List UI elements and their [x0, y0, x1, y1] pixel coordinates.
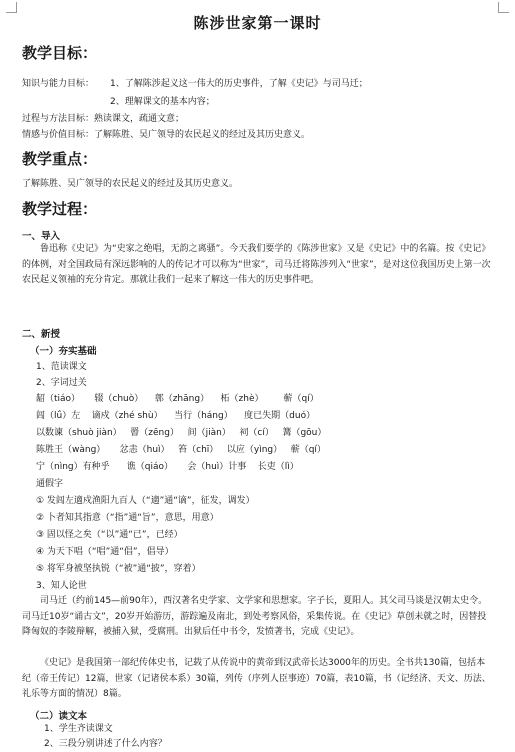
document-title: 陈涉世家第一课时	[193, 14, 322, 32]
vocab-item: 度已失期（duó）	[244, 411, 316, 421]
read-item: 1、学生齐读课文	[44, 724, 113, 734]
vocab-row-2	[36, 410, 315, 422]
goal-process: 过程与方法目标：熟读课文，疏通文意；	[22, 114, 185, 124]
item-know-author: 3、知人论世	[36, 581, 87, 591]
sima-qian-paragraph: 司马迁（约前145—前90年），西汉著名史学家、文学家和思想家。字子长，夏阳人。其父司马谈是汉朝太史令。司马迁10岁“诵古文”，20岁开始游历，游踪遍及南北，到处考察风俗，采集传说。在《史记》草创未就之时，因替投降匈奴的李陵辩解，被捕入狱，受腐刑。出狱后任中书令，发愤著书，完成《史记》。	[22, 596, 488, 637]
goal-knowledge-1: 1、了解陈涉起义这一伟大的历史事件，了解《史记》与司马迁；	[110, 79, 368, 89]
vocab-item: 闾（lǘ）左	[36, 411, 81, 421]
tongjia-item: ① 发闾左適戍渔阳九百人（“適”通“谪”，征发，调发）	[36, 496, 255, 506]
vocab-item: 以数谏（shuò jiàn）	[36, 428, 122, 438]
vocab-item: 间（jiàn）	[187, 428, 231, 438]
goal-emotion: 情感与价值目标：了解陈胜、吴广领导的农民起义的经过及其历史意义。	[22, 130, 311, 140]
vocab-item: 柘（zhè）	[220, 394, 264, 404]
vocab-row-5	[36, 461, 299, 473]
vocab-item: 笞（chī）	[178, 445, 219, 455]
vocab-item: 蕲（qí）	[283, 394, 319, 404]
vocab-row-3	[36, 427, 326, 439]
shiji-paragraph: 《史记》是我国第一部纪传体史书，记载了从传说中的黄帝到汉武帝长达3000年的历史。全书共130篇，包括本纪（帝王传记）12篇，世家（记诸侯本系）30篇，列传（序列人臣事迹）70篇，表10篇，书（记经济、天文、历法、礼乐等方面的情况）8篇。	[22, 658, 491, 699]
vocab-item: 罾（zēng）	[130, 428, 179, 438]
read-item: 2、三段分别讲述了什么内容？	[44, 739, 167, 749]
vocab-item: 龆（tiáo）	[36, 394, 81, 404]
tongjia-item: ② 卜者知其指意（“指”通“旨”，意思，用意）	[36, 513, 219, 523]
vocab-item: 祠（cí）	[239, 428, 274, 438]
vocab-item: 宁（nìng）有种乎	[36, 462, 110, 472]
vocab-item: 以应（yìng）	[226, 445, 283, 455]
intro-paragraph: 鲁迅称《史记》为“史家之绝唱，无韵之离骚”。今天我们要学的《陈涉世家》又是《史记》中的名篇。按《史记》的体例，对全国政局有深远影响的人的传记才可以称为“世家”，司马迁将陈涉列入“世家”，是对这位我国历史上第一次农民起义领袖的充分肯定。那就让我们一起来了解这一伟大的历史事件吧。	[22, 244, 491, 285]
vocab-item: 忿恚（huì）	[119, 445, 170, 455]
heading-read-text: （二）读文本	[30, 711, 88, 722]
heading-teaching-process: 教学过程：	[22, 200, 98, 218]
vocab-item: 长吏（lì）	[257, 462, 299, 472]
tongjia-label: 通假字	[36, 479, 64, 489]
vocab-item: 篝（gōu）	[282, 428, 327, 438]
heading-new-lesson: 二、新授	[22, 329, 61, 340]
vocab-item: 辍（chuò）	[94, 394, 144, 404]
key-point-text: 了解陈胜、吴广领导的农民起义的经过及其历史意义。	[22, 179, 239, 189]
heading-key-points: 教学重点：	[22, 150, 98, 168]
vocab-item: 鄣（zhāng）	[154, 394, 210, 404]
goal-knowledge-2: 2、理解课文的基本内容；	[110, 97, 215, 107]
tongjia-item: ③ 固以怪之矣（“以”通“已”，已经）	[36, 530, 183, 540]
tongjia-item: ④ 为天下唱（“唱”通“倡”，倡导）	[36, 547, 174, 557]
goal-knowledge-label: 知识与能力目标：	[22, 79, 95, 89]
item-model-reading: 1、范读课文	[36, 362, 87, 372]
vocab-item: 谪戍（zhé shù）	[91, 411, 163, 421]
vocab-item: 当行（háng）	[174, 411, 233, 421]
vocab-item: 陈胜王（wàng）	[36, 445, 106, 455]
tongjia-item: ⑤ 将军身被坚执锐（“被”通“披”，穿着）	[36, 564, 201, 574]
heading-intro: 一、导入	[22, 231, 61, 242]
vocab-item: 会（huì）计事	[187, 462, 247, 472]
vocab-row-1	[36, 393, 319, 405]
vocab-item: 蕲（qí）	[290, 445, 326, 455]
vocab-item: 谯（qiáo）	[126, 462, 174, 472]
heading-foundation: （一）夯实基础	[30, 346, 97, 357]
vocab-row-4	[36, 444, 326, 456]
heading-teaching-goals: 教学目标：	[22, 44, 98, 62]
item-vocabulary: 2、字词过关	[36, 378, 87, 388]
